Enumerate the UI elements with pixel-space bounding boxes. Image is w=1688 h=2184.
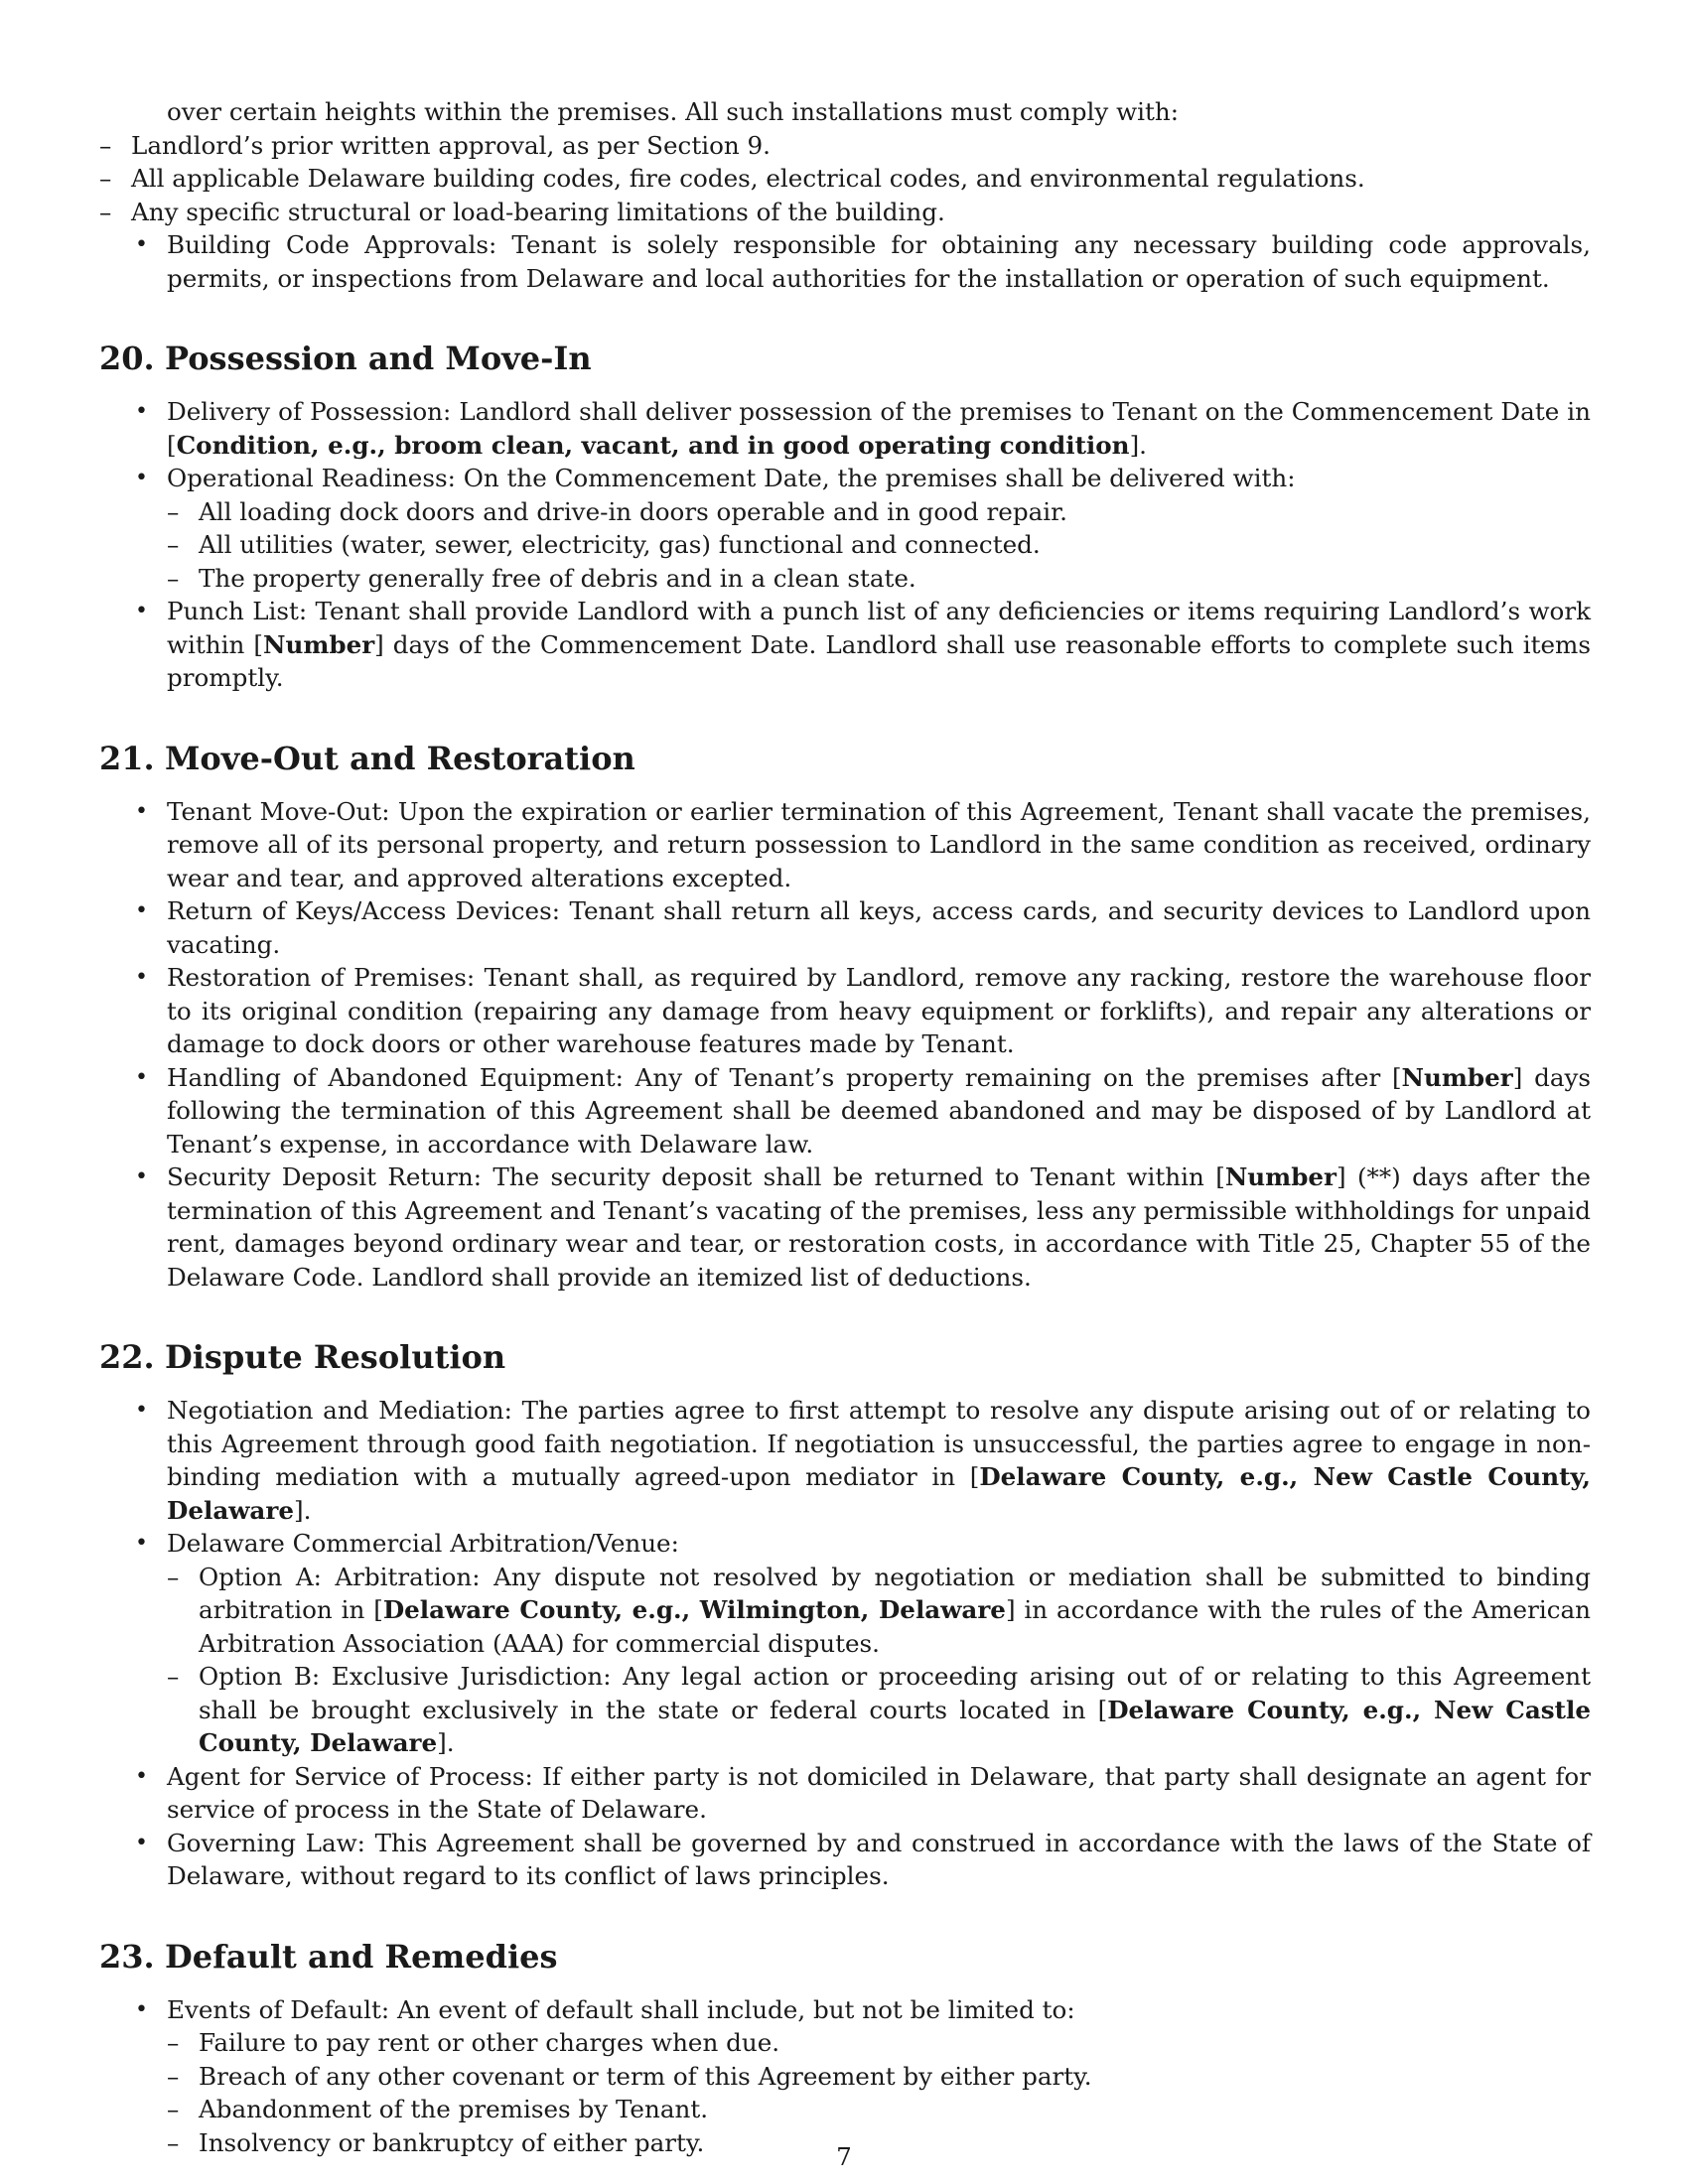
option-b-item	[167, 1660, 1591, 1760]
text: ].	[293, 1495, 312, 1525]
list-item: – Failure to pay rent or other charges when due.	[167, 2026, 1591, 2060]
text: ].	[1129, 430, 1147, 460]
list-item: – All loading dock doors and drive-in doors operable and in good repair.	[167, 495, 1591, 529]
continuation-list	[99, 228, 1591, 295]
list-item: – Breach of any other covenant or term of this Agreement by either party.	[167, 2060, 1591, 2094]
arbitration-venue-item	[99, 1527, 1591, 1760]
placeholder-condition: Condition, e.g., broom clean, vacant, and in good operating condition	[176, 430, 1130, 460]
page-number: 7	[836, 2142, 852, 2171]
text: ] in accordance with the rules of the American Arbitration Association (AAA) for commercial disputes.	[199, 1595, 1591, 1658]
security-deposit-return-item	[99, 1160, 1591, 1294]
text: Delaware Commercial Arbitration/Venue:	[167, 1529, 679, 1558]
section-number: 22.	[99, 1338, 155, 1376]
list-item: – Insolvency or bankruptcy of either party.	[167, 2126, 1591, 2160]
text: Option A: Arbitration: Any dispute not resolved by negotiation or mediation shall be submitted to binding arbitration in [	[199, 1562, 1591, 1624]
delivery-of-possession-item	[99, 395, 1591, 462]
list-item: – Any specific structural or load-bearing limitations of the building.	[99, 196, 1591, 229]
section-22-list	[99, 1394, 1591, 1893]
venue-options-sublist	[167, 1561, 1591, 1760]
list-item: – The property generally free of debris and in a clean state.	[167, 562, 1591, 596]
placeholder-county: Delaware County, e.g., New Castle County, Delaware	[199, 1695, 1591, 1757]
option-a-item	[167, 1561, 1591, 1661]
placeholder-number: Number	[1401, 1062, 1513, 1092]
section-title: Dispute Resolution	[165, 1338, 506, 1376]
agent-for-service-item: • Agent for Service of Process: If either party is not domiciled in Delaware, that party shall designate an agent for service of process in the State of Delaware.	[99, 1760, 1591, 1827]
section-number: 21.	[99, 739, 155, 777]
section-21-list	[99, 795, 1591, 1295]
text: Events of Default: An event of default shall include, but not be limited to:	[167, 1994, 1075, 2024]
placeholder-county: Delaware County, e.g., New Castle County, Delaware	[167, 1462, 1591, 1525]
punch-list-item	[99, 595, 1591, 695]
list-item: – All utilities (water, sewer, electricity, gas) functional and connected.	[167, 528, 1591, 562]
section-23-list	[99, 1993, 1591, 2160]
building-code-approvals-item: • Building Code Approvals: Tenant is solely responsible for obtaining any necessary building code approvals, permits, or inspections from Delaware and local authorities for the installation or operation of such equipment.	[99, 228, 1591, 295]
document-page	[99, 95, 1591, 2159]
list-item: – Abandonment of the premises by Tenant.	[167, 2093, 1591, 2126]
negotiation-mediation-item	[99, 1394, 1591, 1527]
section-20-heading	[99, 339, 1591, 378]
text: Handling of Abandoned Equipment: Any of Tenant’s property remaining on the premises after [	[167, 1062, 1402, 1092]
operational-sublist	[167, 495, 1591, 596]
section-title: Default and Remedies	[165, 1937, 558, 1976]
tenant-move-out-item: • Tenant Move-Out: Upon the expiration or earlier termination of this Agreement, Tenant shall vacate the premises, remove all of its personal property, and return possession to Landlord in the same condition as received, ordinary wear and tear, and approved alterations excepted.	[99, 795, 1591, 895]
text: Security Deposit Return: The security deposit shall be returned to Tenant within [	[167, 1162, 1225, 1191]
text: ] days of the Commencement Date. Landlord shall use reasonable efforts to complete such items promptly.	[167, 629, 1591, 692]
text: ] days following the termination of this Agreement shall be deemed abandoned and may be disposed of by Landlord at Tenant’s expense, in accordance with Delaware law.	[167, 1062, 1591, 1159]
section-number: 20.	[99, 340, 155, 377]
text: Negotiation and Mediation: The parties agree to first attempt to resolve any dispute arising out of or relating to this Agreement through good faith negotiation. If negotiation is unsuccessful, the parties agree to engage in non-binding mediation with a mutually agreed-upon mediator in [	[167, 1396, 1591, 1491]
return-of-keys-item: • Return of Keys/Access Devices: Tenant shall return all keys, access cards, and security devices to Landlord upon vacating.	[99, 894, 1591, 961]
section-22-heading	[99, 1337, 1591, 1377]
governing-law-item: • Governing Law: This Agreement shall be governed by and construed in accordance with the laws of the State of Delaware, without regard to its conflict of laws principles.	[99, 1827, 1591, 1893]
placeholder-county: Delaware County, e.g., Wilmington, Delaware	[382, 1595, 1006, 1624]
operational-readiness-item	[99, 462, 1591, 595]
text: Punch List: Tenant shall provide Landlord with a punch list of any deficiencies or items requiring Landlord’s work within [	[167, 597, 1591, 659]
text: ].	[437, 1728, 455, 1757]
text: ] (**) days after the termination of this Agreement and Tenant’s vacating of the premises, less any permissible withholdings for unpaid rent, damages beyond ordinary wear and tear, or restoration costs, in accordance with Title 25, Chapter 55 of the Delaware Code. Landlord shall provide an itemized list of deductions.	[167, 1162, 1591, 1292]
continuation-sublist	[99, 129, 1591, 229]
list-item: – Landlord’s prior written approval, as per Section 9.	[99, 129, 1591, 163]
restoration-of-premises-item: • Restoration of Premises: Tenant shall, as required by Landlord, remove any racking, restore the warehouse floor to its original condition (repairing any damage from heavy equipment or forklifts), and repair any alterations or damage to dock doors or other warehouse features made by Tenant.	[99, 961, 1591, 1061]
section-title: Move-Out and Restoration	[165, 739, 635, 777]
events-of-default-item	[99, 1993, 1591, 2160]
section-23-heading	[99, 1937, 1591, 1977]
text: Option B: Exclusive Jurisdiction: Any legal action or proceeding arising out of or relating to this Agreement shall be brought exclusively in the state or federal courts located in [	[199, 1662, 1591, 1724]
placeholder-number: Number	[1224, 1162, 1336, 1191]
placeholder-number: Number	[262, 629, 375, 659]
continuation-intro: over certain heights within the premises. All such installations must comply with:	[167, 97, 1180, 126]
text: Operational Readiness: On the Commencement Date, the premises shall be delivered with:	[167, 464, 1296, 492]
section-number: 23.	[99, 1937, 155, 1976]
events-sublist	[167, 2026, 1591, 2159]
list-item: – All applicable Delaware building codes, fire codes, electrical codes, and environmental regulations.	[99, 162, 1591, 196]
section-title: Possession and Move-In	[165, 340, 592, 377]
section-20-list	[99, 395, 1591, 695]
section-21-heading	[99, 739, 1591, 778]
abandoned-equipment-item	[99, 1061, 1591, 1161]
text: Delivery of Possession: Landlord shall deliver possession of the premises to Tenant on the Commencement Date in [	[167, 397, 1591, 460]
